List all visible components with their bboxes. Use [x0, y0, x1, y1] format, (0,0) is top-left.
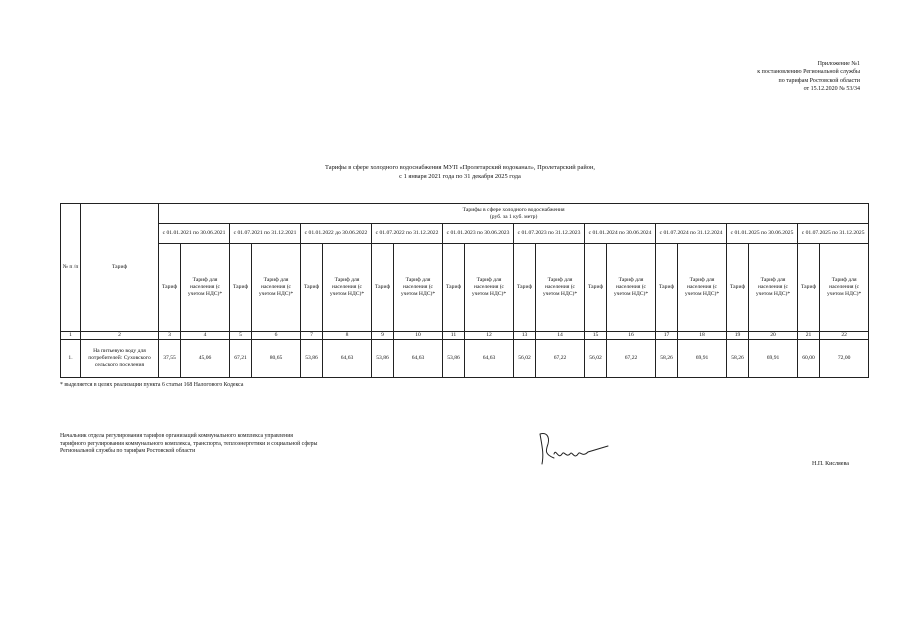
value-cell: 67,21	[230, 340, 252, 378]
column-number: 2	[81, 332, 159, 340]
period-header: с 01.01.2024 по 30.06.2024	[585, 224, 656, 244]
period-header: с 01.07.2024 по 31.12.2024	[656, 224, 727, 244]
subheader-tariff: Тариф	[372, 244, 394, 332]
value-cell: 64,63	[323, 340, 372, 378]
signer-name: Н.П. Кисляева	[812, 461, 849, 467]
period-header: с 01.01.2023 по 30.06.2023	[443, 224, 514, 244]
title-line: Тарифы в сфере холодного водоснабжения МУП «Пролетарский водоканал», Пролетарский район,	[325, 164, 595, 171]
row-number: 1.	[61, 340, 81, 378]
column-number: 20	[749, 332, 798, 340]
subheader-row	[61, 244, 869, 332]
value-cell: 53,86	[301, 340, 323, 378]
appendix-header	[720, 60, 860, 94]
period-header: с 01.01.2021 по 30.06.2021	[159, 224, 230, 244]
subheader-tariff: Тариф	[301, 244, 323, 332]
header-group	[159, 204, 869, 224]
tariffs-table	[60, 203, 869, 378]
subheader-population: Тариф для населения (с учетом НДС)*	[252, 244, 301, 332]
value-cell: 45,06	[181, 340, 230, 378]
column-number: 4	[181, 332, 230, 340]
subheader-population: Тариф для населения (с учетом НДС)*	[465, 244, 514, 332]
column-number: 3	[159, 332, 181, 340]
column-number: 9	[372, 332, 394, 340]
column-number: 14	[536, 332, 585, 340]
subheader-tariff: Тариф	[514, 244, 536, 332]
period-header: с 01.01.2025 по 30.06.2025	[727, 224, 798, 244]
value-cell: 53,86	[443, 340, 465, 378]
footnote: * выделяется в целях реализации пункта 6 статьи 168 Налогового Кодекса	[60, 382, 244, 388]
value-cell: 53,86	[372, 340, 394, 378]
subheader-population: Тариф для населения (с учетом НДС)*	[181, 244, 230, 332]
row-name: На питьевую воду для потребителей: Суховского сельского поселения	[81, 340, 159, 378]
column-number: 10	[394, 332, 443, 340]
period-header: с 01.07.2022 по 31.12.2022	[372, 224, 443, 244]
appendix-line: по тарифам Ростовской области	[778, 77, 860, 84]
column-number: 12	[465, 332, 514, 340]
value-cell: 64,63	[465, 340, 514, 378]
table-row	[61, 340, 869, 378]
subheader-population: Тариф для населения (с учетом НДС)*	[820, 244, 869, 332]
value-cell: 69,91	[749, 340, 798, 378]
value-cell: 58,26	[656, 340, 678, 378]
column-number: 5	[230, 332, 252, 340]
period-header: с 01.07.2023 по 31.12.2023	[514, 224, 585, 244]
column-number: 8	[323, 332, 372, 340]
column-number: 22	[820, 332, 869, 340]
column-number: 17	[656, 332, 678, 340]
subheader-population: Тариф для населения (с учетом НДС)*	[678, 244, 727, 332]
value-cell: 67,22	[536, 340, 585, 378]
column-number-row	[61, 332, 869, 340]
period-header: с 01.07.2021 по 31.12.2021	[230, 224, 301, 244]
document-title	[250, 163, 670, 181]
column-number: 18	[678, 332, 727, 340]
title-line: с 1 января 2021 года по 31 декабря 2025 года	[399, 173, 521, 180]
subheader-population: Тариф для населения (с учетом НДС)*	[323, 244, 372, 332]
subheader-tariff: Тариф	[727, 244, 749, 332]
subheader-tariff: Тариф	[159, 244, 181, 332]
header-group-line1: Тарифы в сфере холодного водоснабжения	[462, 206, 565, 213]
subheader-tariff: Тариф	[443, 244, 465, 332]
footer-position: Начальник отдела регулирования тарифов организаций коммунального комплекса управления тарифного регулирования коммунального комплекса, транспорта, теплоэнергетики и социальной сферы Региональной службы по тарифам Ростовской области	[60, 433, 318, 455]
subheader-population: Тариф для населения (с учетом НДС)*	[749, 244, 798, 332]
value-cell: 64,63	[394, 340, 443, 378]
appendix-line: Приложение №1	[817, 61, 860, 67]
value-cell: 67,22	[607, 340, 656, 378]
value-cell: 58,26	[727, 340, 749, 378]
subheader-population: Тариф для населения (с учетом НДС)*	[394, 244, 443, 332]
value-cell: 56,02	[514, 340, 536, 378]
value-cell: 69,91	[678, 340, 727, 378]
subheader-tariff: Тариф	[230, 244, 252, 332]
subheader-tariff: Тариф	[585, 244, 607, 332]
period-row	[61, 224, 869, 244]
subheader-tariff: Тариф	[798, 244, 820, 332]
column-number: 21	[798, 332, 820, 340]
subheader-population: Тариф для населения (с учетом НДС)*	[536, 244, 585, 332]
column-number: 7	[301, 332, 323, 340]
column-number: 11	[443, 332, 465, 340]
value-cell: 72,00	[820, 340, 869, 378]
header-tariff: Тариф	[81, 204, 159, 332]
value-cell: 37,55	[159, 340, 181, 378]
period-header: с 01.07.2025 по 31.12.2025	[798, 224, 869, 244]
value-cell: 80,65	[252, 340, 301, 378]
appendix-line: к постановлению Региональной службы	[757, 69, 860, 76]
period-header: с 01.01.2022 до 30.06.2022	[301, 224, 372, 244]
appendix-line: от 15.12.2020 № 53/34	[803, 86, 860, 93]
subheader-tariff: Тариф	[656, 244, 678, 332]
value-cell: 60,00	[798, 340, 820, 378]
column-number: 6	[252, 332, 301, 340]
signature-image	[532, 424, 612, 470]
header-group-line2: (руб. за 1 куб. метр)	[489, 213, 538, 220]
subheader-population: Тариф для населения (с учетом НДС)*	[607, 244, 656, 332]
column-number: 15	[585, 332, 607, 340]
column-number: 19	[727, 332, 749, 340]
value-cell: 56,02	[585, 340, 607, 378]
header-number: № п /п	[61, 204, 81, 332]
column-number: 13	[514, 332, 536, 340]
column-number: 16	[607, 332, 656, 340]
column-number: 1	[61, 332, 81, 340]
